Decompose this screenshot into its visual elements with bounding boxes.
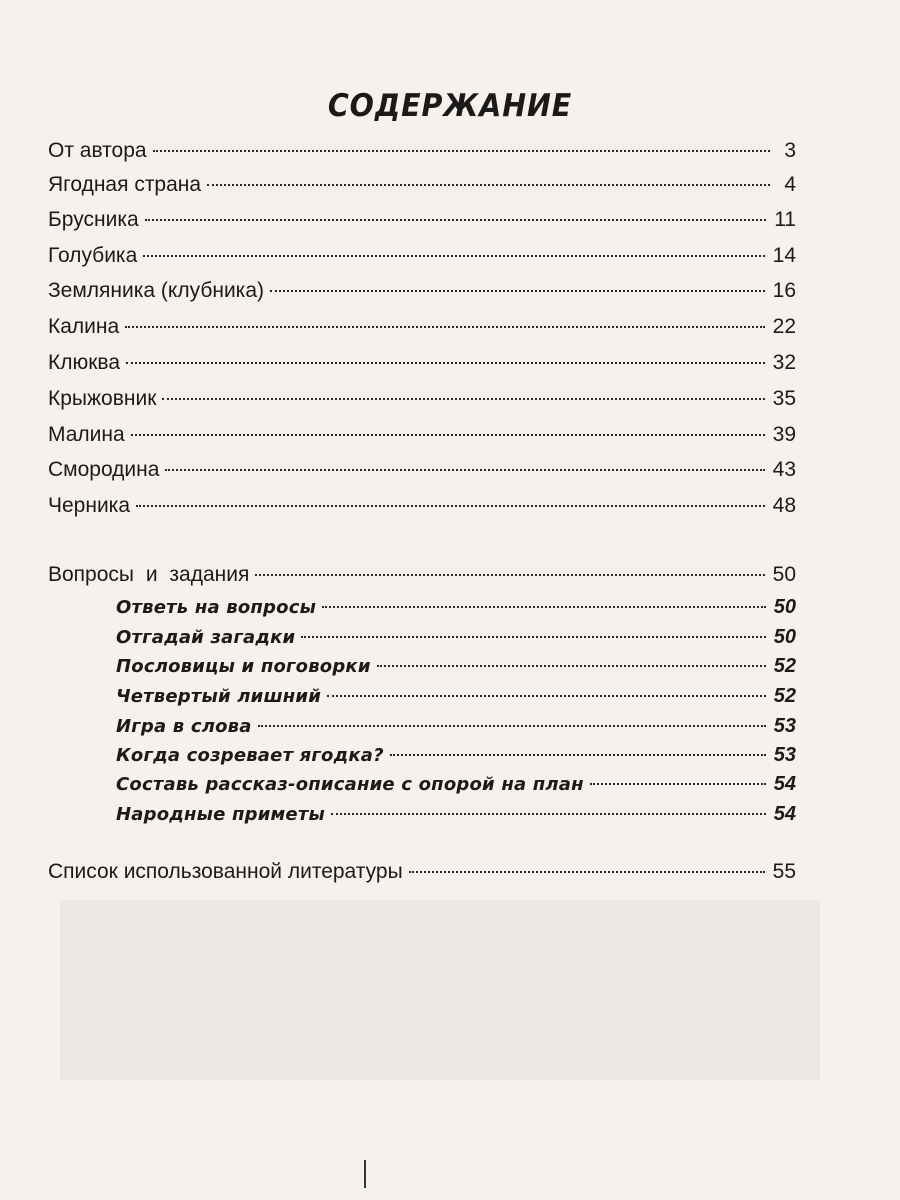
toc-subentry-label: Когда созревает ягодка? [116,745,384,766]
toc-entry-page: 39 [772,423,796,446]
toc-entry-label: Ягодная страна [48,173,202,196]
toc-subentry [116,594,796,621]
dot-leader [126,362,765,364]
margin-mark [364,1160,366,1188]
toc-entry [48,493,796,519]
toc-entry-label: Вопросы и задания [48,563,250,586]
toc-subentry-page: 52 [773,685,796,707]
toc-subentry [116,653,796,680]
toc-subentry-page: 53 [773,715,796,737]
toc-entry-label: Брусника [48,208,139,231]
dot-leader [153,150,770,152]
dot-leader [270,290,765,292]
dot-leader [162,398,764,400]
toc-subentry-page: 54 [773,773,796,795]
dot-leader [255,574,764,576]
toc-subentry-label: Ответь на вопросы [116,597,317,618]
toc-entry-page: 48 [772,494,796,517]
toc-entry-label: От автора [48,139,147,162]
toc-entry [48,243,796,269]
toc-entry-label: Черника [48,494,131,517]
toc-entry-page: 50 [772,563,796,586]
toc-entry [48,138,796,164]
toc-entry-label: Крыжовник [48,387,157,410]
toc-entry-page: 16 [772,279,796,302]
dot-leader [390,754,766,756]
toc-subentry-page: 53 [773,744,796,766]
dot-leader [145,219,767,221]
dot-leader [322,606,766,608]
toc-entry-page: 3 [784,139,796,162]
toc-subentry-label: Пословицы и поговорки [116,656,371,677]
dot-leader [131,434,765,436]
toc-subentry-label: Отгадай загадки [116,627,296,648]
toc-subentry [116,771,796,798]
toc-subentry-page: 50 [773,626,796,648]
toc-entry-page: 55 [772,860,796,883]
toc-entry [48,350,796,376]
toc-subentry-label: Игра в слова [116,716,252,737]
toc-entry [48,457,796,483]
dot-leader [258,725,766,727]
dot-leader [377,665,766,667]
toc-subentry-page: 54 [773,803,796,825]
dot-leader [136,505,765,507]
dot-leader [143,255,764,257]
toc-entry-page: 22 [772,315,796,338]
toc-entry-page: 4 [784,173,796,196]
toc-entry-label: Земляника (клубника) [48,279,264,302]
toc-subentry [116,624,796,651]
toc-subentry [116,801,796,828]
toc-entry-label: Малина [48,423,125,446]
dot-leader [409,871,765,873]
dot-leader [331,813,766,815]
toc-subentry-label: Четвертый лишний [116,686,322,707]
toc-section-questions [48,562,796,588]
toc-subentry [116,713,796,740]
toc-entry [48,278,796,304]
toc-entry [48,386,796,412]
dot-leader [590,783,766,785]
dot-leader [165,469,764,471]
dot-leader [301,636,765,638]
toc-entry [48,314,796,340]
toc-entry-page: 43 [772,458,796,481]
toc-entry-label: Список использованной литературы [48,860,403,883]
toc-entry-label: Клюква [48,351,121,374]
dot-leader [327,695,766,697]
page-title: СОДЕРЖАНИЕ [327,88,573,124]
toc-subentry-page: 52 [773,655,796,677]
toc-entry [48,422,796,448]
dot-leader [207,184,770,186]
toc-subentry [116,683,796,710]
toc-subentry-label: Народные приметы [116,804,325,825]
toc-entry-page: 32 [772,351,796,374]
toc-section-references [48,859,796,885]
show-through-text [60,900,820,1080]
toc-entry-page: 35 [772,387,796,410]
toc-entry-label: Смородина [48,458,160,481]
toc-entry [48,172,796,198]
dot-leader [125,326,764,328]
toc-subentry [116,742,796,769]
toc-subentry-label: Составь рассказ-описание с опорой на план [116,774,584,795]
toc-subentry-page: 50 [773,596,796,618]
toc-entry [48,207,796,233]
toc-entry-label: Калина [48,315,120,338]
toc-entry-page: 11 [774,208,796,231]
toc-entry-label: Голубика [48,244,138,267]
toc-entry-page: 14 [772,244,796,267]
